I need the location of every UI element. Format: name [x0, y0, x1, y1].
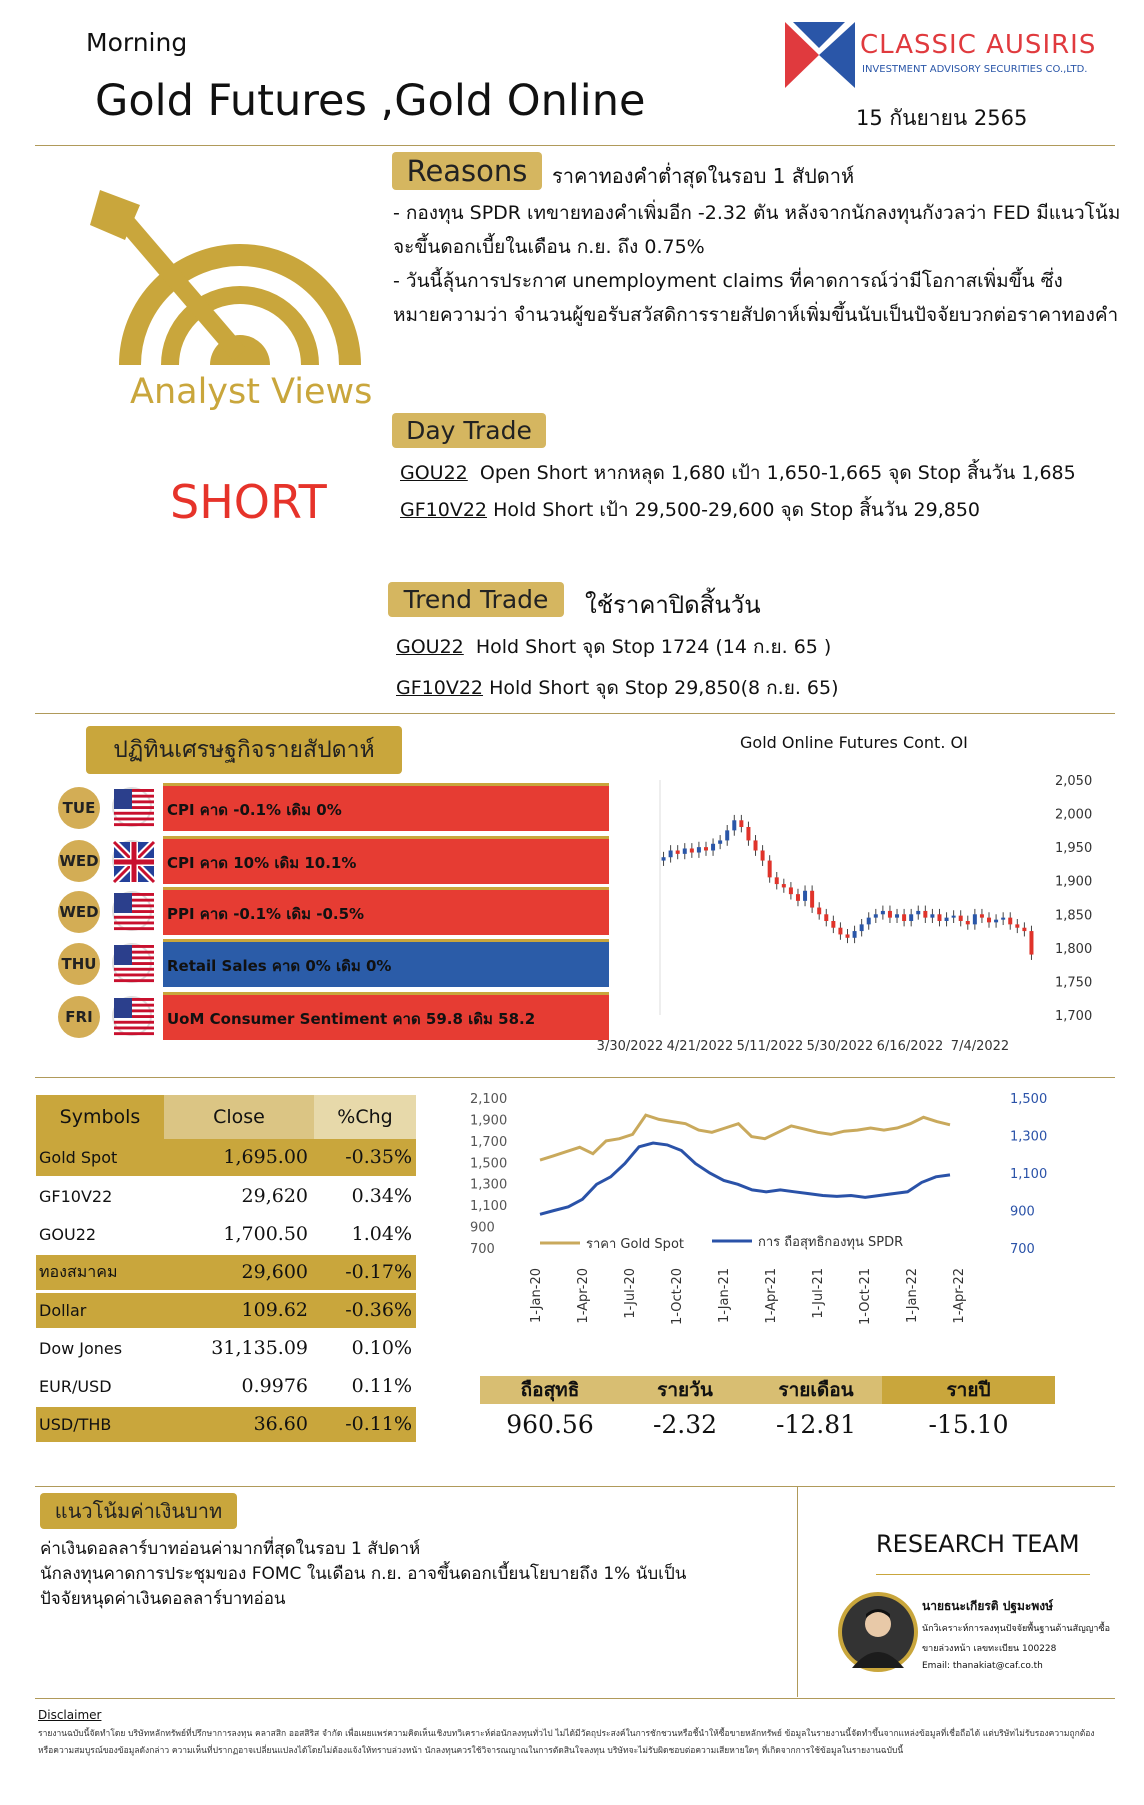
candle-body: [895, 914, 899, 917]
analyst-email: Email: thanakiat@caf.co.th: [922, 1661, 1043, 1671]
x-tick-label: 1-Apr-22: [952, 1268, 967, 1324]
candle-body: [669, 851, 673, 858]
daytrade-line-1: [400, 456, 1076, 490]
symbol-cell-s: USD/THB: [36, 1405, 164, 1443]
x-tick-label: 1-Jan-22: [905, 1268, 920, 1323]
candle-body: [867, 918, 871, 925]
symbol-cell-p: -0.17%: [314, 1253, 416, 1291]
candle-body: [690, 848, 694, 852]
daytrade-label: Day Trade: [392, 413, 546, 448]
us-flag-icon: [112, 996, 152, 1036]
candle-body: [987, 918, 991, 923]
candle-body: [768, 861, 772, 878]
calendar-title: ปฏิทินเศรษฐกิจรายสัปดาห์: [86, 726, 402, 774]
x-tick-label: 1-Jul-21: [811, 1268, 826, 1319]
symbol-cell-p: 0.11%: [314, 1367, 416, 1405]
left-tick-label: 900: [470, 1220, 495, 1236]
legend-spdr-label: การ ถือสุทธิกองทุน SPDR: [758, 1235, 904, 1250]
candle-body: [888, 911, 892, 918]
right-tick-label: 1,100: [1010, 1167, 1048, 1182]
company-name: CLASSIC AUSIRIS: [860, 30, 1097, 60]
left-tick-label: 700: [470, 1242, 495, 1257]
y-tick-label: 2,050: [1055, 774, 1093, 789]
spdr-holdings-table: [480, 1376, 1055, 1448]
candle-body: [817, 908, 821, 915]
x-tick-label: 4/21/2022: [666, 1039, 734, 1054]
spdr-header: รายปี: [882, 1376, 1055, 1404]
candle-body: [1008, 918, 1012, 925]
symbol-cell-c: 1,695.00: [164, 1139, 314, 1177]
baht-trend-label: แนวโน้มค่าเงินบาท: [40, 1493, 237, 1529]
candle-body: [711, 844, 715, 851]
symbol-row: [36, 1177, 416, 1215]
weekday-badge: WED: [58, 891, 100, 933]
candle-body: [789, 887, 793, 894]
candle-body: [796, 894, 800, 901]
candle-body: [662, 857, 666, 860]
y-tick-label: 1,950: [1055, 841, 1093, 857]
candle-body: [775, 877, 779, 884]
reasons-label: Reasons: [392, 152, 542, 190]
report-date: 15 กันยายน 2565: [856, 106, 1028, 130]
x-tick-label: 1-Jul-20: [623, 1268, 638, 1319]
trendtrade-note: ใช้ราคาปิดสิ้นวัน: [585, 591, 761, 619]
candle-body: [973, 914, 977, 924]
spdr-value: -15.10: [928, 1410, 1009, 1439]
symbol-row: [36, 1329, 416, 1367]
weekday-badge: TUE: [58, 787, 100, 829]
candle-body: [966, 921, 970, 924]
symbol-cell-c: 31,135.09: [164, 1329, 314, 1367]
left-tick-label: 1,100: [470, 1199, 508, 1215]
symbol-cell-c: 1,700.50: [164, 1215, 314, 1253]
company-sub: INVESTMENT ADVISORY SECURITIES CO.,LTD.: [862, 64, 1088, 75]
trend-text-1: Hold Short จุด Stop 1724 (14 ก.ย. 65 ): [475, 636, 832, 658]
candle-body: [683, 848, 687, 853]
left-tick-label: 2,100: [470, 1092, 508, 1107]
candle-body: [923, 911, 927, 918]
spdr-value: -12.81: [775, 1410, 857, 1439]
candle-body: [1029, 931, 1033, 955]
symbol-cell-s: Gold Spot: [36, 1139, 164, 1177]
symbols-table: [36, 1095, 416, 1445]
candle-body: [881, 911, 885, 914]
signal-short: SHORT: [170, 475, 327, 529]
y-tick-label: 1,800: [1055, 941, 1093, 957]
candle-body: [980, 914, 984, 917]
y-tick-label: 1,900: [1055, 874, 1093, 890]
right-tick-label: 700: [1010, 1242, 1035, 1257]
reasons-point-2: - วันนี้ลุ้นการประกาศ unemployment claims ที่คาดการณ์ว่ามีโอกาสเพิ่มขึ้น ซึ่งหมายความว่า จำนวนผู้ขอรับสวัสดิการรายสัปดาห์เพิ่มขึ้นนับเป็นปัจจัยบวกต่อราคาทองคำ: [393, 270, 1119, 326]
candle-body: [810, 891, 814, 908]
candle-body: [846, 934, 850, 937]
left-tick-label: 1,900: [470, 1113, 508, 1129]
calendar-event: PPI คาด -0.1% เดิม -0.5%: [163, 887, 609, 935]
symbol-cell-p: 0.10%: [314, 1329, 416, 1367]
x-tick-label: 3/30/2022: [596, 1039, 664, 1054]
candle-body: [725, 830, 729, 840]
chart-title-oi: Gold Online Futures Cont. OI: [740, 733, 968, 752]
trend-line-1: [396, 630, 831, 664]
symbol-cell-c: 29,600: [164, 1253, 314, 1291]
candle-body: [1015, 924, 1019, 927]
morning-label: Morning: [86, 28, 188, 57]
calendar-event: UoM Consumer Sentiment คาด 59.8 เดิม 58.2: [163, 992, 609, 1040]
candle-body: [916, 911, 920, 914]
candle-body: [838, 928, 842, 935]
x-tick-label: 1-Apr-21: [764, 1268, 779, 1324]
x-tick-label: 5/11/2022: [736, 1039, 804, 1054]
gold-spdr-line-chart: [470, 1088, 1050, 1348]
candle-body: [959, 916, 963, 921]
daytrade-symbol-gou22: GOU22: [400, 462, 468, 484]
x-tick-label: 1-Oct-20: [670, 1268, 685, 1326]
symbol-cell-c: 0.9976: [164, 1367, 314, 1405]
calendar-event: CPI คาด -0.1% เดิม 0%: [163, 783, 609, 831]
calendar-event: CPI คาด 10% เดิม 10.1%: [163, 836, 609, 884]
col-symbols: Symbols: [36, 1095, 164, 1139]
analyst-views-label: Analyst Views: [130, 372, 373, 412]
y-tick-label: 1,750: [1055, 975, 1093, 991]
symbol-cell-p: 0.34%: [314, 1177, 416, 1215]
baht-line-3: ปัจจัยหนุดค่าเงินดอลลาร์บาทอ่อน: [40, 1589, 286, 1609]
right-tick-label: 1,300: [1010, 1129, 1048, 1145]
symbol-cell-c: 36.60: [164, 1405, 314, 1443]
daytrade-line-2: [400, 493, 980, 527]
candle-body: [704, 847, 708, 850]
candle-body: [718, 840, 722, 843]
candle-body: [746, 827, 750, 840]
spdr-value: 960.56: [506, 1410, 594, 1439]
trend-text-2: Hold Short จุด Stop 29,850(8 ก.ย. 65): [489, 677, 839, 699]
symbol-row: [36, 1139, 416, 1177]
candle-body: [874, 914, 878, 917]
candle-body: [761, 851, 765, 861]
x-tick-label: 1-Jan-20: [529, 1268, 544, 1323]
symbol-cell-c: 29,620: [164, 1177, 314, 1215]
candle-body: [782, 884, 786, 887]
symbol-cell-c: 109.62: [164, 1291, 314, 1329]
y-tick-label: 1,700: [1055, 1009, 1093, 1024]
symbol-cell-s: ทองสมาคม: [36, 1253, 164, 1291]
candle-body: [1001, 918, 1005, 920]
weekday-badge: THU: [58, 943, 100, 985]
symbol-row: [36, 1405, 416, 1443]
gold-spot-line: [540, 1115, 950, 1160]
symbol-row: [36, 1367, 416, 1405]
analyst-avatar: [838, 1592, 918, 1672]
symbol-cell-p: -0.11%: [314, 1405, 416, 1443]
trend-symbol-gf10v22: GF10V22: [396, 677, 484, 699]
symbol-cell-p: 1.04%: [314, 1215, 416, 1253]
symbol-cell-s: GF10V22: [36, 1177, 164, 1215]
symbol-cell-s: GOU22: [36, 1215, 164, 1253]
y-tick-label: 1,850: [1055, 908, 1093, 924]
baht-line-1: ค่าเงินดอลลาร์บาทอ่อนค่ามากที่สุดในรอบ 1 สัปดาห์: [40, 1539, 421, 1559]
right-tick-label: 1,500: [1010, 1092, 1048, 1107]
left-tick-label: 1,700: [470, 1134, 508, 1150]
daytrade-text-1: Open Short หากหลุด 1,680 เป้า 1,650-1,665 จุด Stop สิ้นวัน 1,685: [479, 462, 1076, 484]
candle-body: [1022, 928, 1026, 931]
candle-body: [853, 931, 857, 938]
reasons-headline: ราคาทองคำต่ำสุดในรอบ 1 สัปดาห์: [552, 164, 855, 188]
symbol-cell-p: -0.36%: [314, 1291, 416, 1329]
right-tick-label: 900: [1010, 1204, 1035, 1220]
weekday-badge: WED: [58, 840, 100, 882]
candle-body: [697, 847, 701, 852]
disclaimer-title: Disclaimer: [38, 1708, 102, 1722]
legend-gold-label: ราคา Gold Spot: [586, 1237, 684, 1252]
analyst-name: นายธนะเกียรติ ปฐมะพงษ์: [922, 1599, 1054, 1613]
candle-body: [902, 914, 906, 921]
reasons-point-1: - กองทุน SPDR เทขายทองคำเพิ่มอีก -2.32 ตัน หลังจากนักลงทุนกังวลว่า FED มีแนวโน้มจะขึ้นดอกเบี้ยในเดือน ก.ย. ถึง 0.75%: [393, 202, 1121, 258]
symbol-row: [36, 1253, 416, 1291]
spdr-value: -2.32: [652, 1410, 718, 1439]
us-flag-icon: [112, 891, 152, 931]
page-title: Gold Futures ,Gold Online: [95, 76, 646, 126]
candle-body: [909, 914, 913, 921]
y-tick-label: 2,000: [1055, 807, 1093, 823]
us-flag-icon: [112, 787, 152, 827]
spdr-holdings-line: [540, 1143, 950, 1214]
candle-body: [803, 891, 807, 901]
symbol-row: [36, 1215, 416, 1253]
analyst-role: นักวิเคราะห์การลงทุนปัจจัยพื้นฐานด้านสัญญาซื้อ: [922, 1624, 1110, 1634]
symbol-cell-s: Dow Jones: [36, 1329, 164, 1367]
calendar-event: Retail Sales คาด 0% เดิม 0%: [163, 939, 609, 987]
daytrade-text-2: Hold Short เป้า 29,500-29,600 จุด Stop สิ้นวัน 29,850: [493, 499, 981, 521]
x-tick-label: 1-Oct-21: [858, 1268, 873, 1326]
symbol-row: [36, 1291, 416, 1329]
symbol-cell-s: Dollar: [36, 1291, 164, 1329]
research-team-title: RESEARCH TEAM: [876, 1530, 1080, 1558]
candle-body: [937, 914, 941, 921]
x-tick-label: 1-Jan-21: [717, 1268, 732, 1323]
candle-body: [952, 916, 956, 918]
col-close: Close: [164, 1095, 314, 1139]
us-flag-icon: [112, 943, 152, 983]
spdr-header: รายวัน: [620, 1376, 750, 1404]
company-logo: [785, 22, 855, 88]
candle-body: [994, 920, 998, 923]
col-chg: %Chg: [314, 1095, 416, 1139]
symbol-cell-s: EUR/USD: [36, 1367, 164, 1405]
candle-body: [754, 840, 758, 850]
daytrade-symbol-gf10v22: GF10V22: [400, 499, 488, 521]
disclaimer-text: รายงานฉบับนี้จัดทำโดย บริษัทหลักทรัพย์ที่ปรึกษาการลงทุน คลาสสิก ออสสิริส จำกัด เพื่อเผยแพร่ความคิดเห็นเชิงบทวิเคราะห์ต่อนักลงทุนทั่วไป ไม่ได้มีวัตถุประสงค์ในการชักชวนหรือชี้นำให้ซื้อขายหลักทรัพย์ ข้อมูลในรายงานนี้จัดทำขึ้นจากแหล่งข้อมูลที่เชื่อถือได้ แต่บริษัทไม่รับรองความถูกต้องหรือความสมบูรณ์ของข้อมูลดังกล่าว ความเห็นที่ปรากฏอาจเปลี่ยนแปลงได้โดยไม่ต้องแจ้งให้ทราบล่วงหน้า นักลงทุนควรใช้วิจารณญาณในการตัดสินใจลงทุน บริษัทจะไม่รับผิดชอบต่อความเสียหายใดๆ ที่เกิดจากการใช้ข้อมูลในรายงานฉบับนี้: [38, 1729, 1095, 1756]
weekday-badge: FRI: [58, 996, 100, 1038]
candle-body: [860, 924, 864, 931]
x-tick-label: 1-Apr-20: [576, 1268, 591, 1324]
candle-body: [831, 921, 835, 928]
baht-line-2: นักลงทุนคาดการประชุมของ FOMC ในเดือน ก.ย. อาจขึ้นดอกเบี้ยนโยบายถึง 1% นับเป็น: [40, 1564, 687, 1584]
target-arrow-icon: [70, 185, 360, 385]
candle-body: [732, 820, 736, 830]
trendtrade-label: Trend Trade: [388, 582, 564, 617]
trend-line-2: [396, 671, 839, 705]
candle-body: [676, 851, 680, 854]
candlestick-chart: [596, 760, 1100, 1060]
candle-body: [930, 914, 934, 917]
left-tick-label: 1,300: [470, 1177, 508, 1193]
candle-body: [945, 918, 949, 921]
uk-flag-icon: [112, 840, 152, 880]
left-tick-label: 1,500: [470, 1156, 508, 1172]
x-tick-label: 7/4/2022: [950, 1039, 1010, 1054]
spdr-header: รายเดือน: [750, 1376, 882, 1404]
spdr-header: ถือสุทธิ: [480, 1376, 620, 1404]
candle-body: [824, 914, 828, 921]
symbol-cell-p: -0.35%: [314, 1139, 416, 1177]
candle-body: [739, 820, 743, 827]
analyst-license: ขายล่วงหน้า เลขทะเบียน 100228: [922, 1644, 1057, 1654]
x-tick-label: 6/16/2022: [876, 1039, 944, 1054]
x-tick-label: 5/30/2022: [806, 1039, 874, 1054]
trend-symbol-gou22: GOU22: [396, 636, 464, 658]
